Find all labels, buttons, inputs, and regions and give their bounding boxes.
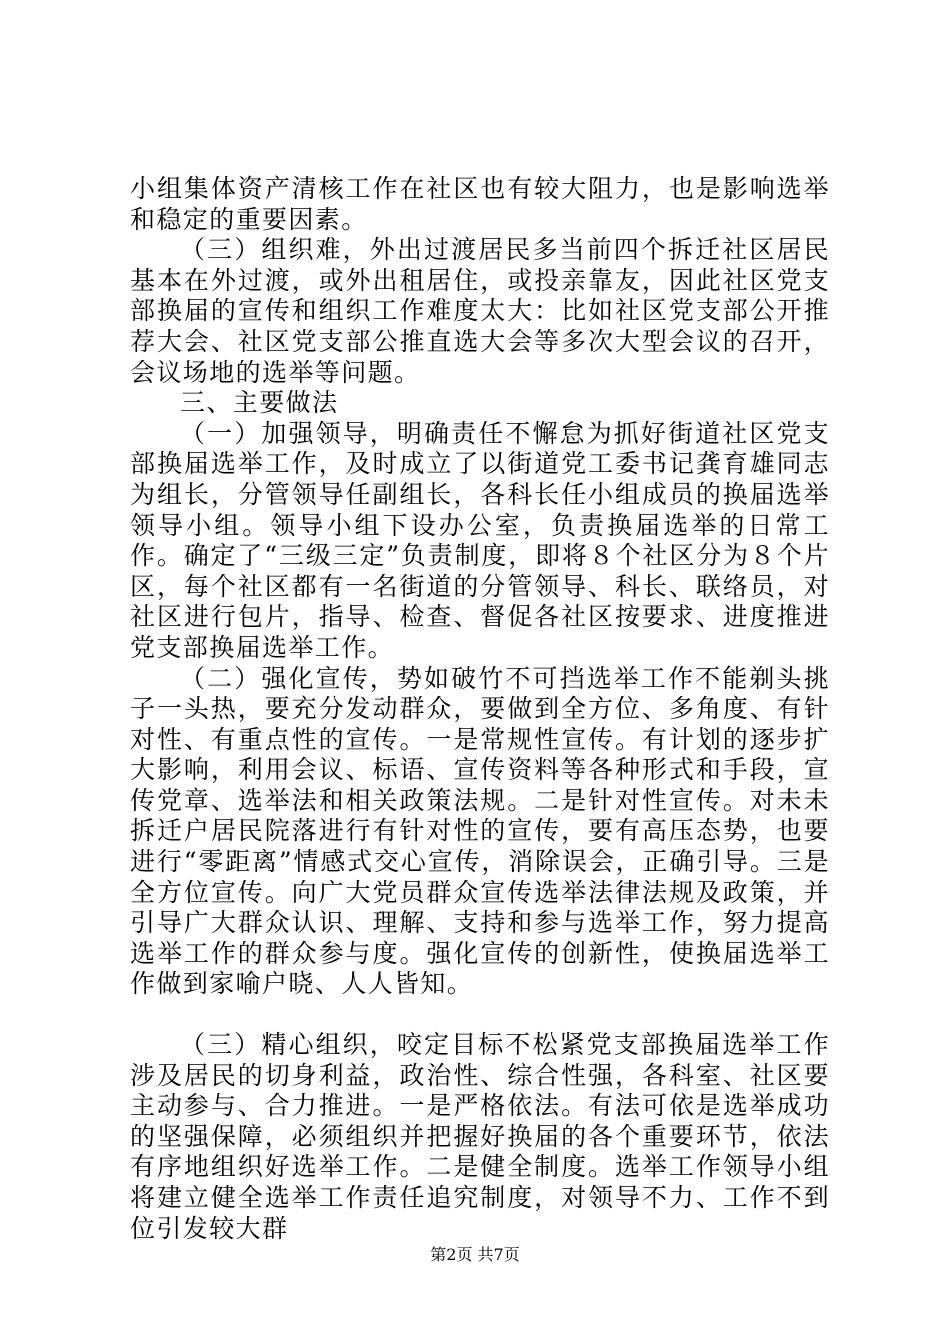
document-body bbox=[130, 174, 830, 1244]
section-heading-main-practices: 三、主要做法 bbox=[180, 388, 339, 418]
paragraph-practice-three: （三）精心组织，咬定目标不松紧党支部换届选举工作涉及居民的切身利益，政治性、综合性强，各科室、社区要主动参与、合力推进。一是严格依法。有法可依是选举成功的坚强保障，必须组织并把握好换届的各个重要环节，依法有序地组织好选举工作。二是健全制度。选举工作领导小组将建立健全选举工作责任追究制度，对领导不力、工作不到位引发较大群 bbox=[130, 1030, 830, 1243]
paragraph-practice-two: （二）强化宣传，势如破竹不可挡选举工作不能剃头挑子一头热，要充分发动群众，要做到全方位、多角度、有针对性、有重点性的宣传。一是常规性宣传。有计划的逐步扩大影响，利用会议、标语、宣传资料等各种形式和手段，宣传党章、选举法和相关政策法规。二是针对性宣传。对未未拆迁户居民院落进行有针对性的宣传，要有高压态势，也要进行“零距离”情感式交心宣传，消除误会，正确引导。三是全方位宣传。向广大党员群众宣传选举法律法规及政策，并引导广大群众认识、理解、支持和参与选举工作，努力提高选举工作的群众参与度。强化宣传的创新性，使换届选举工作做到家喻户晓、人人皆知。 bbox=[130, 663, 830, 999]
paragraph-difficulty-three: （三）组织难，外出过渡居民多当前四个拆迁社区居民基本在外过渡，或外出租居住，或投亲靠友，因此社区党支部换届的宣传和组织工作难度太大：比如社区党支部公开推荐大会、社区党支部公推直选大会等多次大型会议的召开，会议场地的选举等问题。 bbox=[130, 235, 830, 387]
paragraph-continued: 小组集体资产清核工作在社区也有较大阻力，也是影响选举和稳定的重要因素。 bbox=[130, 174, 830, 234]
paragraph-practice-one: （一）加强领导，明确责任不懈怠为抓好街道社区党支部换届选举工作，及时成立了以街道党工委书记龚育雄同志为组长，分管领导任副组长，各科长任小组成员的换届选举领导小组。领导小组下设办公室，负责换届选举的日常工作。确定了“三级三定”负责制度，即将８个社区分为８个片区，每个社区都有一名街道的分管领导、科长、联络员，对社区进行包片，指导、检查、督促各社区按要求、进度推进党支部换届选举工作。 bbox=[130, 418, 830, 662]
page-number-footer: 第2页 共7页 bbox=[430, 1245, 520, 1264]
